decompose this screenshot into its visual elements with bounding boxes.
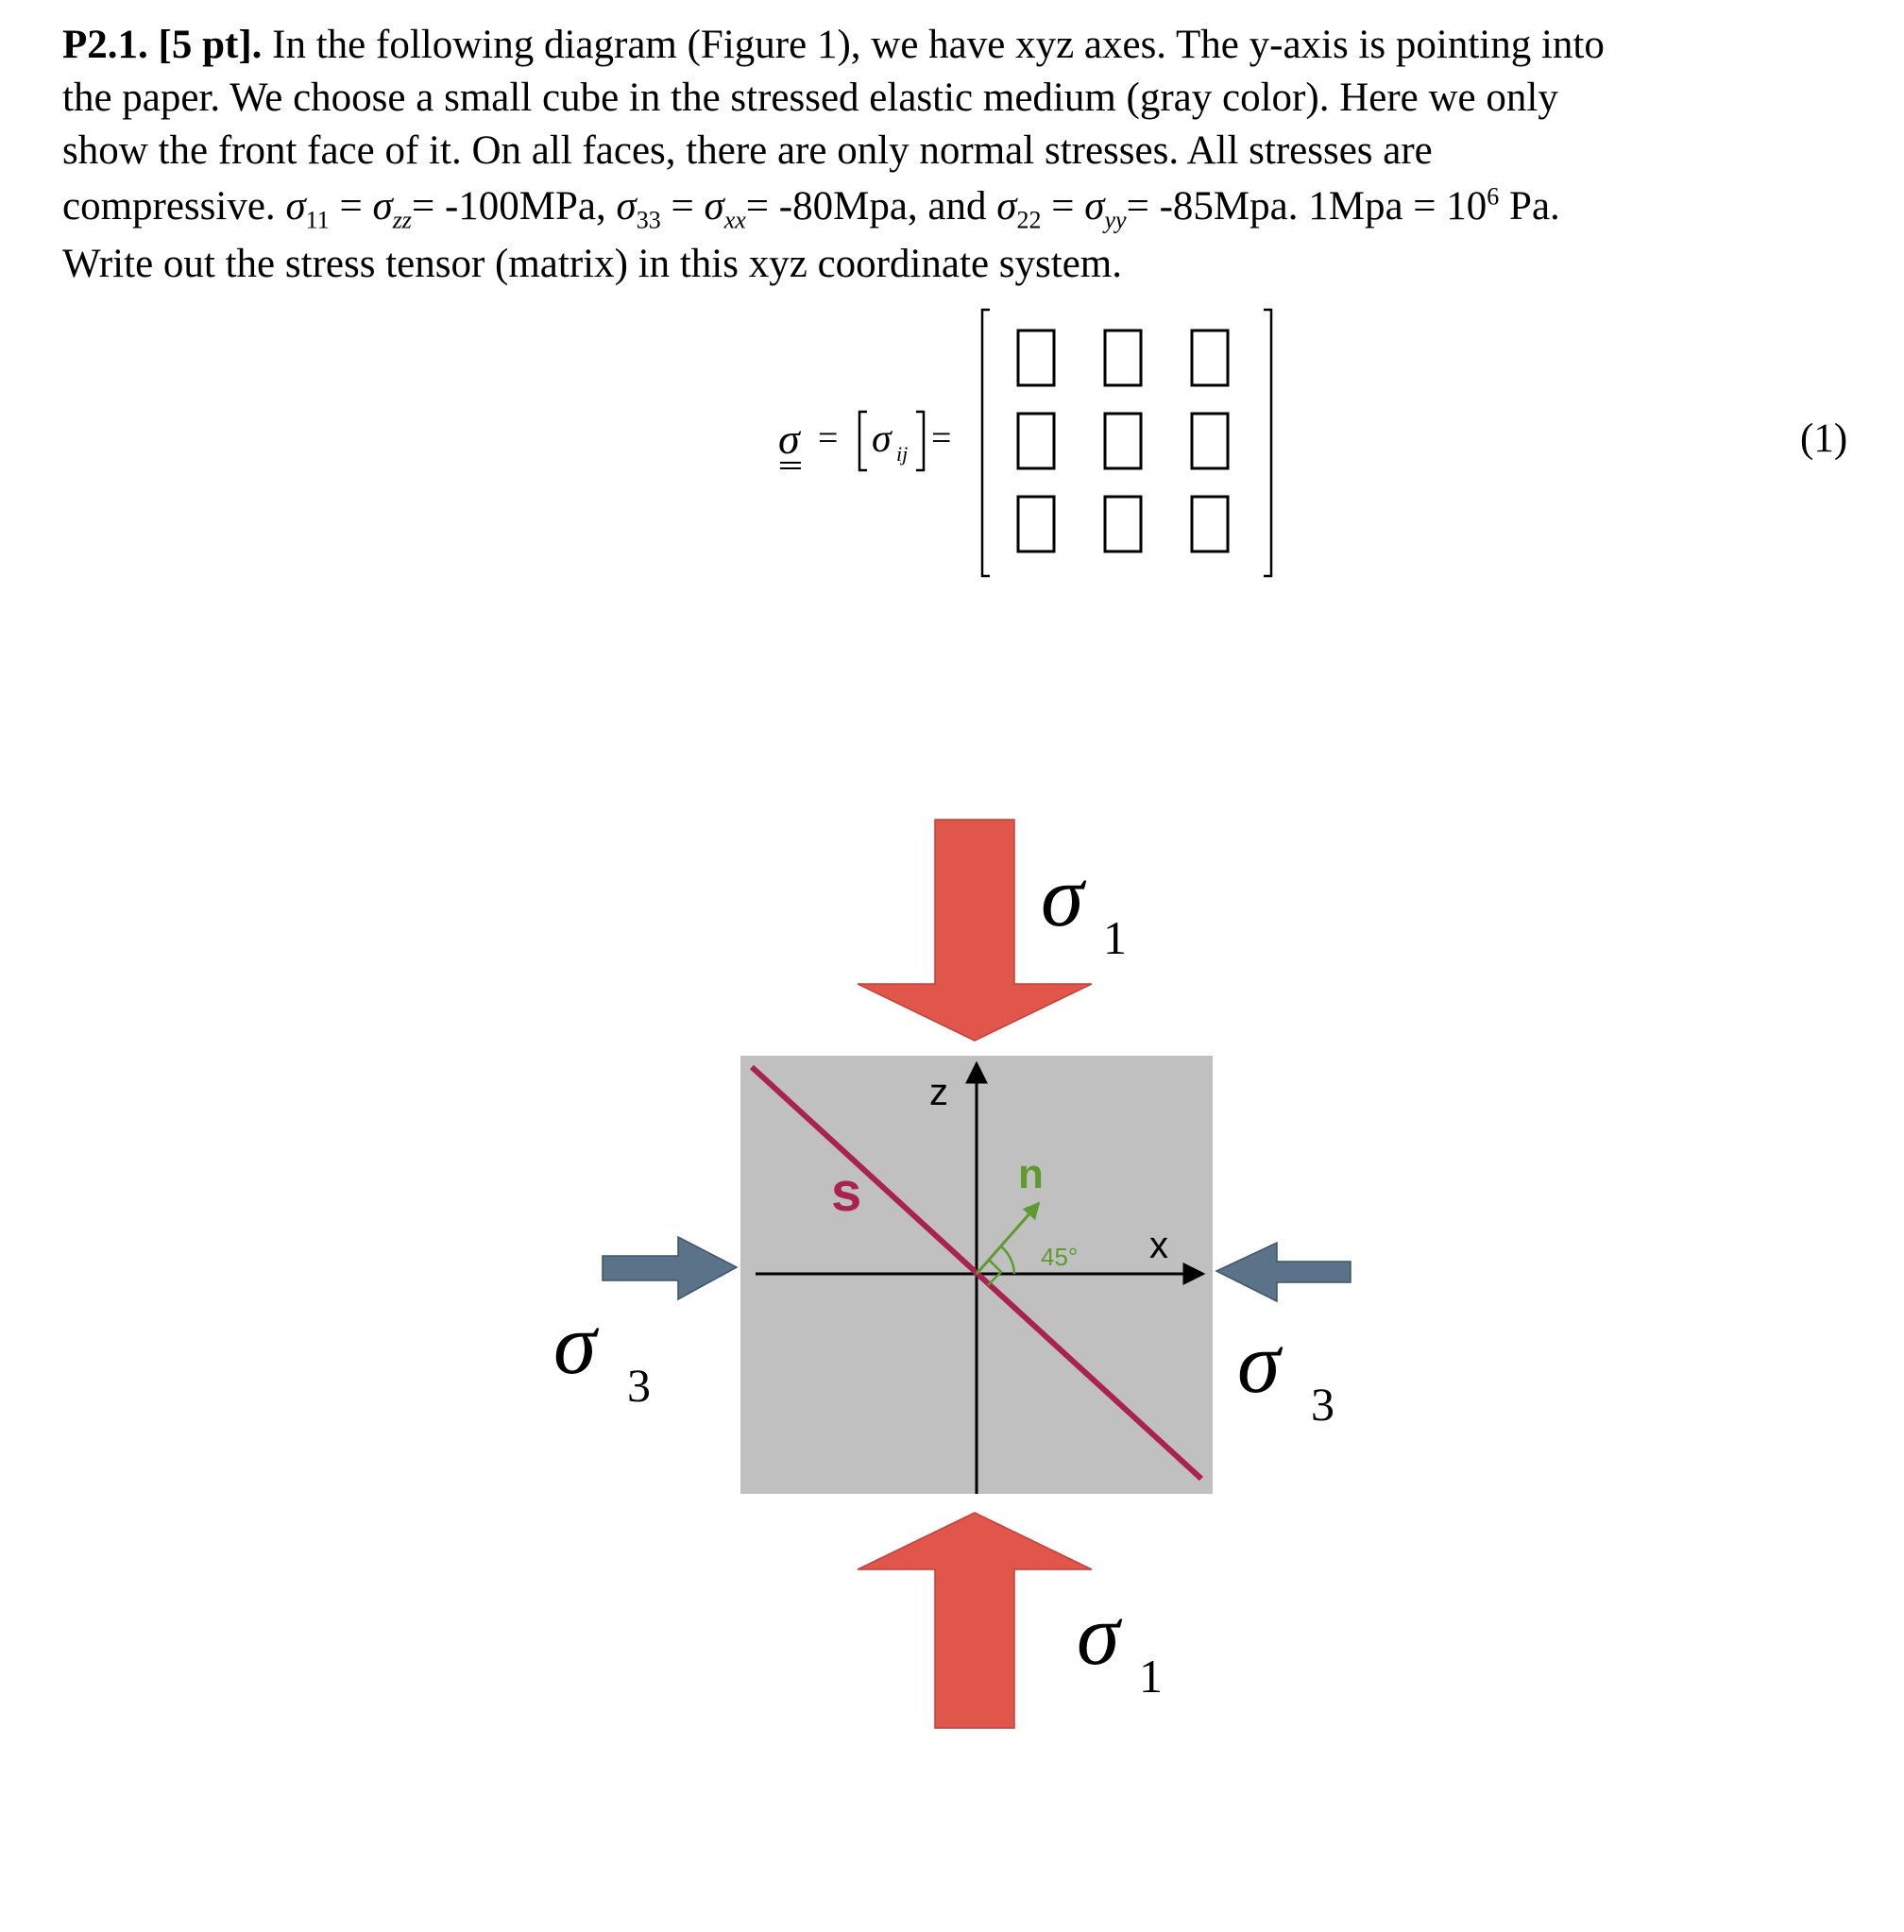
subscript-11: 11: [305, 206, 330, 234]
unit-pa: Pa.: [1499, 184, 1560, 229]
exponent: 6: [1487, 182, 1500, 211]
subscript-22: 22: [1016, 206, 1042, 234]
equals-sign: =: [931, 418, 952, 458]
stress-tensor-equation: [774, 297, 1284, 580]
plane-label-s: s: [831, 1161, 862, 1223]
problem-line-1: [62, 19, 1876, 72]
sigma1-bottom-subscript: 1: [1139, 1650, 1163, 1703]
line-4-lead: compressive.: [62, 184, 276, 229]
matrix-cell[interactable]: [1018, 330, 1054, 385]
problem-text: [62, 19, 1876, 291]
sigma-symbol: σ: [1084, 184, 1105, 229]
problem-points: [5 pt].: [158, 23, 263, 67]
equation-number: (1): [1800, 416, 1848, 461]
sigma1-bottom-label: σ: [1077, 1586, 1120, 1683]
value-zz: = -100MPa,: [411, 184, 606, 229]
normal-label-n: n: [1018, 1151, 1044, 1197]
matrix-left-bracket: [982, 310, 990, 576]
stress-diagram: [529, 803, 1398, 1747]
subscript-zz: zz: [392, 206, 412, 234]
sigma-symbol: σ: [616, 184, 637, 229]
subscript-yy: yy: [1104, 206, 1127, 234]
matrix-cell[interactable]: [1105, 330, 1141, 385]
sigma-symbol: σ: [372, 184, 393, 229]
matrix-cell[interactable]: [1018, 414, 1054, 468]
problem-line-5: Write out the stress tensor (matrix) in this xyz coordinate system.: [62, 242, 1122, 286]
subscript-33: 33: [636, 206, 661, 234]
sigma1-top-label: σ: [1041, 848, 1084, 944]
sigma3-left-label: σ: [553, 1296, 597, 1392]
matrix-cell[interactable]: [1018, 497, 1054, 551]
matrix-cell[interactable]: [1192, 497, 1228, 551]
sigma1-top-subscript: 1: [1103, 911, 1127, 964]
axis-x-label: x: [1149, 1225, 1168, 1266]
value-xx: = -80Mpa, and: [745, 184, 987, 229]
sigma3-right-label: σ: [1237, 1314, 1281, 1411]
matrix-cell[interactable]: [1105, 414, 1141, 468]
sigma3-left-arrow: [603, 1237, 737, 1299]
equals-sign: =: [818, 418, 839, 458]
matrix-cell[interactable]: [1192, 330, 1228, 385]
matrix-cell[interactable]: [1192, 414, 1228, 468]
problem-line-3: show the front face of it. On all faces, there are only normal stresses. All stresses are: [62, 128, 1433, 173]
sigma-symbol: σ: [996, 184, 1017, 229]
sigma-symbol: σ: [704, 184, 724, 229]
problem-line-4: compressive. $\sigma_{11} = \sigma_{zz}= -100MPa$, $\sigma_{33} = \sigma_{xx}= -80Mpa$, and $\sigma_{22} = \sigma_{yy}= -85Mpa$. $1Mpa = 10^6$ Pa.: [62, 182, 1560, 234]
problem-line-2: the paper. We choose a small cube in the stressed elastic medium (gray color). Here we only: [62, 76, 1558, 120]
tensor-sigma-inner: σ: [872, 417, 892, 461]
sigma3-left-subscript: 3: [627, 1359, 651, 1412]
problem-line-1-text: In the following diagram (Figure 1), we have xyz axes. The y-axis is pointing into: [272, 23, 1605, 67]
angle-label: 45°: [1041, 1243, 1079, 1271]
axis-z-label: z: [929, 1072, 948, 1113]
problem-label: P2.1.: [62, 23, 148, 67]
right-small-bracket: [916, 412, 924, 470]
subscript-xx: xx: [723, 206, 746, 234]
sigma3-right-arrow: [1216, 1243, 1351, 1301]
value-yy: = -85Mpa. 1Mpa = 10: [1126, 184, 1488, 229]
matrix-right-bracket: [1264, 310, 1271, 576]
left-small-bracket: [859, 412, 867, 470]
sigma-symbol: σ: [285, 184, 306, 229]
tensor-sigma-symbol: σ: [778, 415, 800, 463]
matrix-cell[interactable]: [1105, 497, 1141, 551]
tensor-subscript-ij: ij: [896, 442, 909, 466]
sigma1-bottom-arrow: [858, 1513, 1092, 1728]
sigma3-right-subscript: 3: [1311, 1378, 1334, 1431]
